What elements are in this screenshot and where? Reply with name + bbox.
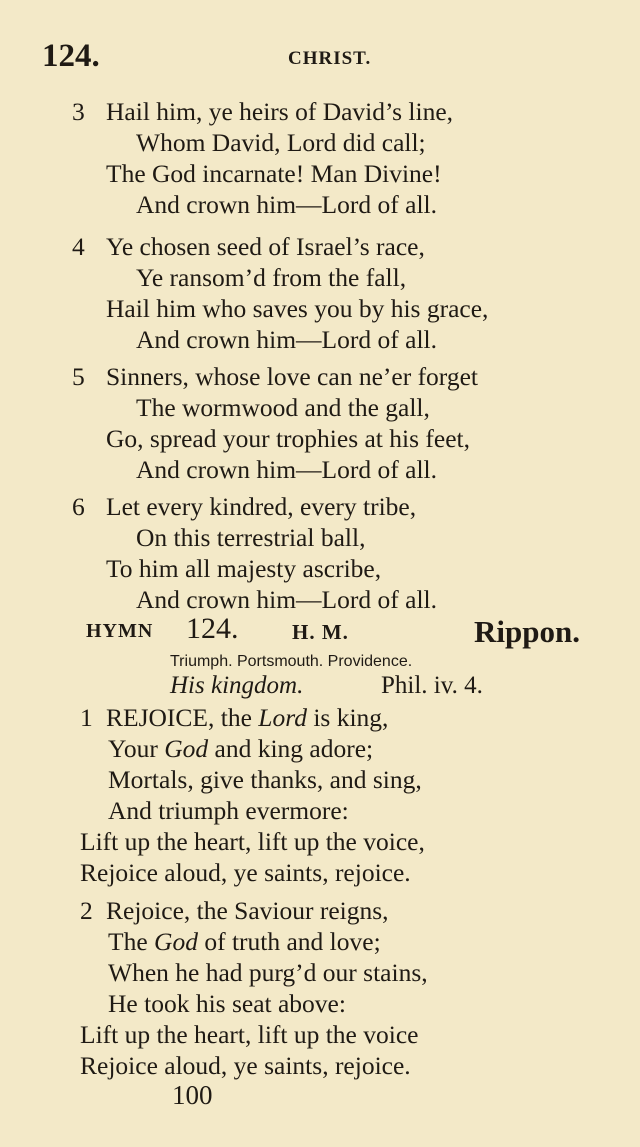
verse-line: And crown him—Lord of all.: [136, 325, 437, 354]
verse-line: [108, 765, 422, 795]
verse-line: Whom David, Lord did call;: [136, 128, 426, 157]
verse-line: Hail him, ye heirs of David’s line,: [106, 97, 454, 126]
verse-line: Ye ransom’d from the fall,: [136, 263, 407, 292]
verse-line: Sinners, whose love can ne’er forget: [106, 362, 478, 391]
verse-line: [80, 858, 411, 888]
verse-line: [108, 989, 346, 1019]
verse-text: REJOICE, the: [106, 703, 259, 732]
stanza-number: 4: [72, 232, 85, 261]
verse-text: is king,: [306, 703, 389, 732]
stanza-number: 6: [72, 492, 85, 521]
stanza-number: 3: [72, 97, 85, 126]
verse-line: Ye chosen seed of Israel’s race,: [106, 232, 425, 261]
hymn-label: HYMN: [86, 620, 154, 642]
verse-text: He took his seat above:: [108, 989, 346, 1018]
verse-text: and king adore;: [208, 734, 374, 763]
verse-text: When he had purg’d our stains,: [108, 958, 428, 987]
verse-line: [106, 703, 388, 733]
verse-line: And crown him—Lord of all.: [136, 190, 437, 219]
stanza-number: 2: [80, 896, 93, 925]
verse-line: [80, 1051, 411, 1081]
italic-word: God: [154, 927, 198, 956]
footer-signature: 100: [172, 1080, 213, 1110]
verse-text: And triumph evermore:: [108, 796, 349, 825]
verse-text: Lift up the heart, lift up the voice: [80, 1020, 419, 1049]
verse-text: Your: [108, 734, 165, 763]
running-head: CHRIST.: [288, 48, 372, 69]
italic-word: God: [164, 734, 209, 763]
verse-text: Rejoice, the Saviour reigns,: [106, 896, 389, 925]
verse-text: The: [108, 927, 155, 956]
hymn-source: Rippon.: [474, 614, 580, 649]
verse-line: [106, 896, 389, 926]
verse-line: [108, 958, 428, 988]
verse-text: Rejoice aloud, ye saints, rejoice.: [80, 858, 411, 887]
verse-line: [80, 827, 425, 857]
hymn-subject: His kingdom.: [170, 672, 304, 699]
scripture-reference: Phil. iv. 4.: [381, 672, 483, 699]
verse-line: On this terrestrial ball,: [136, 523, 366, 552]
hymn-number: 124.: [186, 612, 239, 645]
verse-line: Hail him who saves you by his grace,: [106, 294, 489, 323]
stanza-number: 5: [72, 362, 85, 391]
verse-line: To him all majesty ascribe,: [106, 554, 382, 583]
verse-line: [108, 927, 381, 957]
stanza-number: 1: [80, 703, 93, 732]
verse-line: Go, spread your trophies at his feet,: [106, 424, 470, 453]
verse-line: The God incarnate! Man Divine!: [106, 159, 442, 188]
verse-line: And crown him—Lord of all.: [136, 455, 437, 484]
verse-line: The wormwood and the gall,: [136, 393, 430, 422]
verse-text: of truth and love;: [197, 927, 381, 956]
hymn-meter: H. M.: [292, 620, 349, 644]
verse-line: Let every kindred, every tribe,: [106, 492, 417, 521]
verse-line: [108, 796, 349, 826]
page-number: 124.: [42, 38, 100, 74]
verse-text: Lift up the heart, lift up the voice,: [80, 827, 425, 856]
verse-line: [108, 734, 373, 764]
verse-text: Rejoice aloud, ye saints, rejoice.: [80, 1051, 411, 1080]
verse-line: And crown him—Lord of all.: [136, 585, 437, 614]
italic-word: Lord: [258, 703, 307, 732]
tune-names: Triumph. Portsmouth. Providence.: [170, 653, 413, 670]
verse-text: Mortals, give thanks, and sing,: [108, 765, 422, 794]
verse-line: [80, 1020, 418, 1050]
